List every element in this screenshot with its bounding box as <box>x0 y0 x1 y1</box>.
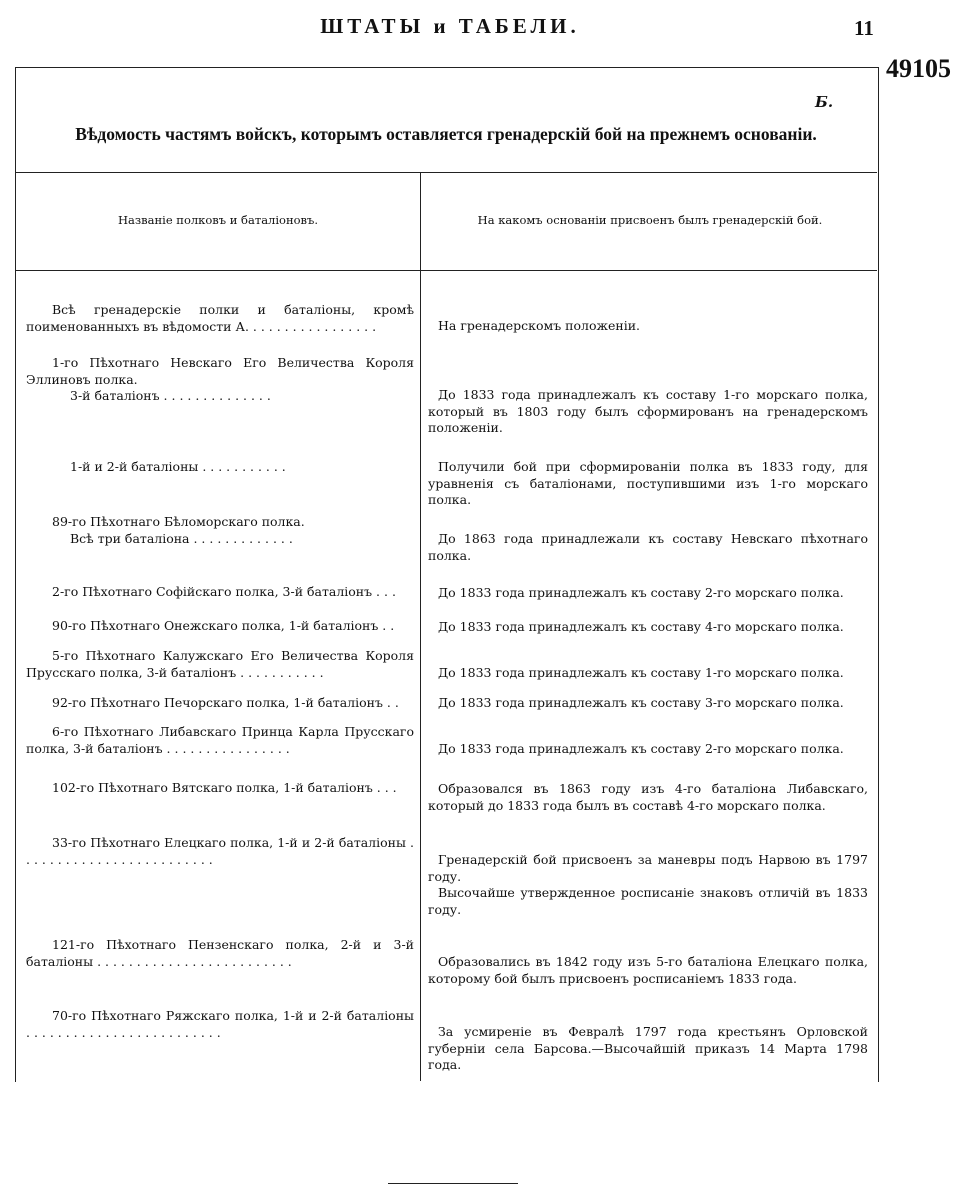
unit-text: 33-го Пѣхотнаго Елецкаго полка, 1-й и 2-й баталіоны . . . . . . . . . . . . . . . . . . . . . . . . . <box>26 835 414 867</box>
table-row-basis <box>428 1024 868 1074</box>
basis-text: До 1833 года принадлежалъ къ составу 1-го морскаго полка, который въ 1803 году былъ сформированъ на гренадерскомъ положеніи. <box>428 387 868 435</box>
unit-text: 1-го Пѣхотнаго Невскаго Его Величества Короля Эллиновъ полка. <box>26 355 414 387</box>
basis-text: Получили бой при сформированіи полка въ 1833 году, для уравненія съ баталіонами, поступившими изъ 1-го морскаго полка. <box>428 459 868 507</box>
unit-text: 2-го Пѣхотнаго Софійскаго полка, 3-й баталіонъ . . . <box>52 584 396 599</box>
appendix-letter: Б. <box>815 93 834 111</box>
basis-text: Высочайше утвержденное росписаніе знаковъ отличій въ 1833 году. <box>428 885 868 917</box>
page-number: 11 <box>854 16 874 40</box>
table-row-units <box>26 355 414 405</box>
basis-text: До 1863 года принадлежали къ составу Невскаго пѣхотнаго полка. <box>428 531 868 563</box>
basis-text: Образовался въ 1863 году изъ 4-го баталіона Либавскаго, который до 1833 года былъ въ составѣ 4-го морскаго полка. <box>428 781 868 813</box>
table-row-units <box>26 695 414 712</box>
table-row-units <box>26 459 414 476</box>
table-row-basis <box>428 459 868 509</box>
table-row-basis <box>428 619 868 636</box>
column-divider <box>420 172 421 1081</box>
table-row-basis <box>428 741 868 758</box>
table-row-units <box>26 648 414 681</box>
document-id: 49105 <box>886 54 951 83</box>
basis-text: До 1833 года принадлежалъ къ составу 4-го морскаго полка. <box>438 619 844 634</box>
table-row-basis <box>428 781 868 814</box>
basis-text: До 1833 года принадлежалъ къ составу 2-го морскаго полка. <box>438 741 844 756</box>
basis-text: На гренадерскомъ положеніи. <box>438 318 640 333</box>
table-row-basis <box>428 387 868 437</box>
basis-text: За усмиреніе въ Февралѣ 1797 года крестьянъ Орловской губерніи села Барсова.—Высочайшій приказъ 14 Марта 1798 года. <box>428 1024 868 1072</box>
unit-subtext: Всѣ три баталіона . . . . . . . . . . . . . <box>70 530 293 546</box>
unit-text: 89-го Пѣхотнаго Бѣломорскаго полка. <box>52 514 305 529</box>
table-row-basis <box>428 531 868 564</box>
table-row-units <box>26 584 414 601</box>
table-row-units <box>26 514 414 547</box>
table-row-basis <box>428 318 868 335</box>
footer-rule <box>388 1183 518 1184</box>
basis-text: До 1833 года принадлежалъ къ составу 2-го морскаго полка. <box>438 585 844 600</box>
basis-text: Образовались въ 1842 году изъ 5-го баталіона Елецкаго полка, которому бой былъ присвоенъ росписаніемъ 1833 года. <box>428 954 868 986</box>
table-row-units <box>26 724 414 757</box>
header-rule-top <box>15 172 877 173</box>
unit-text: Всѣ гренадерскіе полки и баталіоны, кромѣ поименованныхъ въ вѣдомости А. . . . . . . . . . . . . . . . . <box>26 302 414 334</box>
unit-text: 90-го Пѣхотнаго Онежскаго полка, 1-й баталіонъ . . <box>52 618 395 633</box>
table-row-basis <box>428 954 868 987</box>
basis-text: Гренадерскій бой присвоенъ за маневры подъ Нарвою въ 1797 году. <box>428 852 868 884</box>
unit-text: 92-го Пѣхотнаго Печорскаго полка, 1-й баталіонъ . . <box>52 695 399 710</box>
table-row-units <box>26 302 414 335</box>
header-rule-bottom <box>15 270 877 271</box>
basis-text: До 1833 года принадлежалъ къ составу 1-го морскаго полка. <box>438 665 844 680</box>
unit-text: 1-й и 2-й баталіоны . . . . . . . . . . . <box>70 459 286 474</box>
table-row-basis <box>428 852 868 918</box>
statement-title: Вѣдомость частямъ войскъ, которымъ оставляется гренадерскій бой на прежнемъ основаніи. <box>75 124 817 144</box>
table-row-units <box>26 835 414 868</box>
unit-text: 70-го Пѣхотнаго Ряжскаго полка, 1-й и 2-й баталіоны . . . . . . . . . . . . . . . . . . . . . . . . . <box>26 1008 414 1040</box>
basis-text: До 1833 года принадлежалъ къ составу 3-го морскаго полка. <box>438 695 844 710</box>
table-row-units <box>26 618 414 635</box>
unit-text: 102-го Пѣхотнаго Вятскаго полка, 1-й баталіонъ . . . <box>52 780 397 795</box>
table-row-units <box>26 780 414 797</box>
unit-text: 5-го Пѣхотнаго Калужскаго Его Величества Короля Прусскаго полка, 3-й баталіонъ . . . . . . . . . . . <box>26 648 414 680</box>
column-header-basis: На какомъ основаніи присвоенъ былъ гренадерскій бой. <box>477 213 823 227</box>
table-row-basis <box>428 665 868 682</box>
unit-text: 121-го Пѣхотнаго Пензенскаго полка, 2-й и 3-й баталіоны . . . . . . . . . . . . . . . . . . . . . . . . . <box>26 937 414 969</box>
unit-text: 6-го Пѣхотнаго Либавскаго Принца Карла Прусскаго полка, 3-й баталіонъ . . . . . . . . . . . . . . . . <box>26 724 414 756</box>
unit-subtext: 3-й баталіонъ . . . . . . . . . . . . . . <box>70 388 271 403</box>
column-header-units: Названіе полковъ и баталіоновъ. <box>117 213 318 227</box>
table-row-basis <box>428 695 868 712</box>
running-head: ШТАТЫ и ТАБЕЛИ. <box>320 14 580 38</box>
table-row-basis <box>428 585 868 602</box>
table-row-units <box>26 1008 414 1041</box>
table-row-units <box>26 937 414 970</box>
